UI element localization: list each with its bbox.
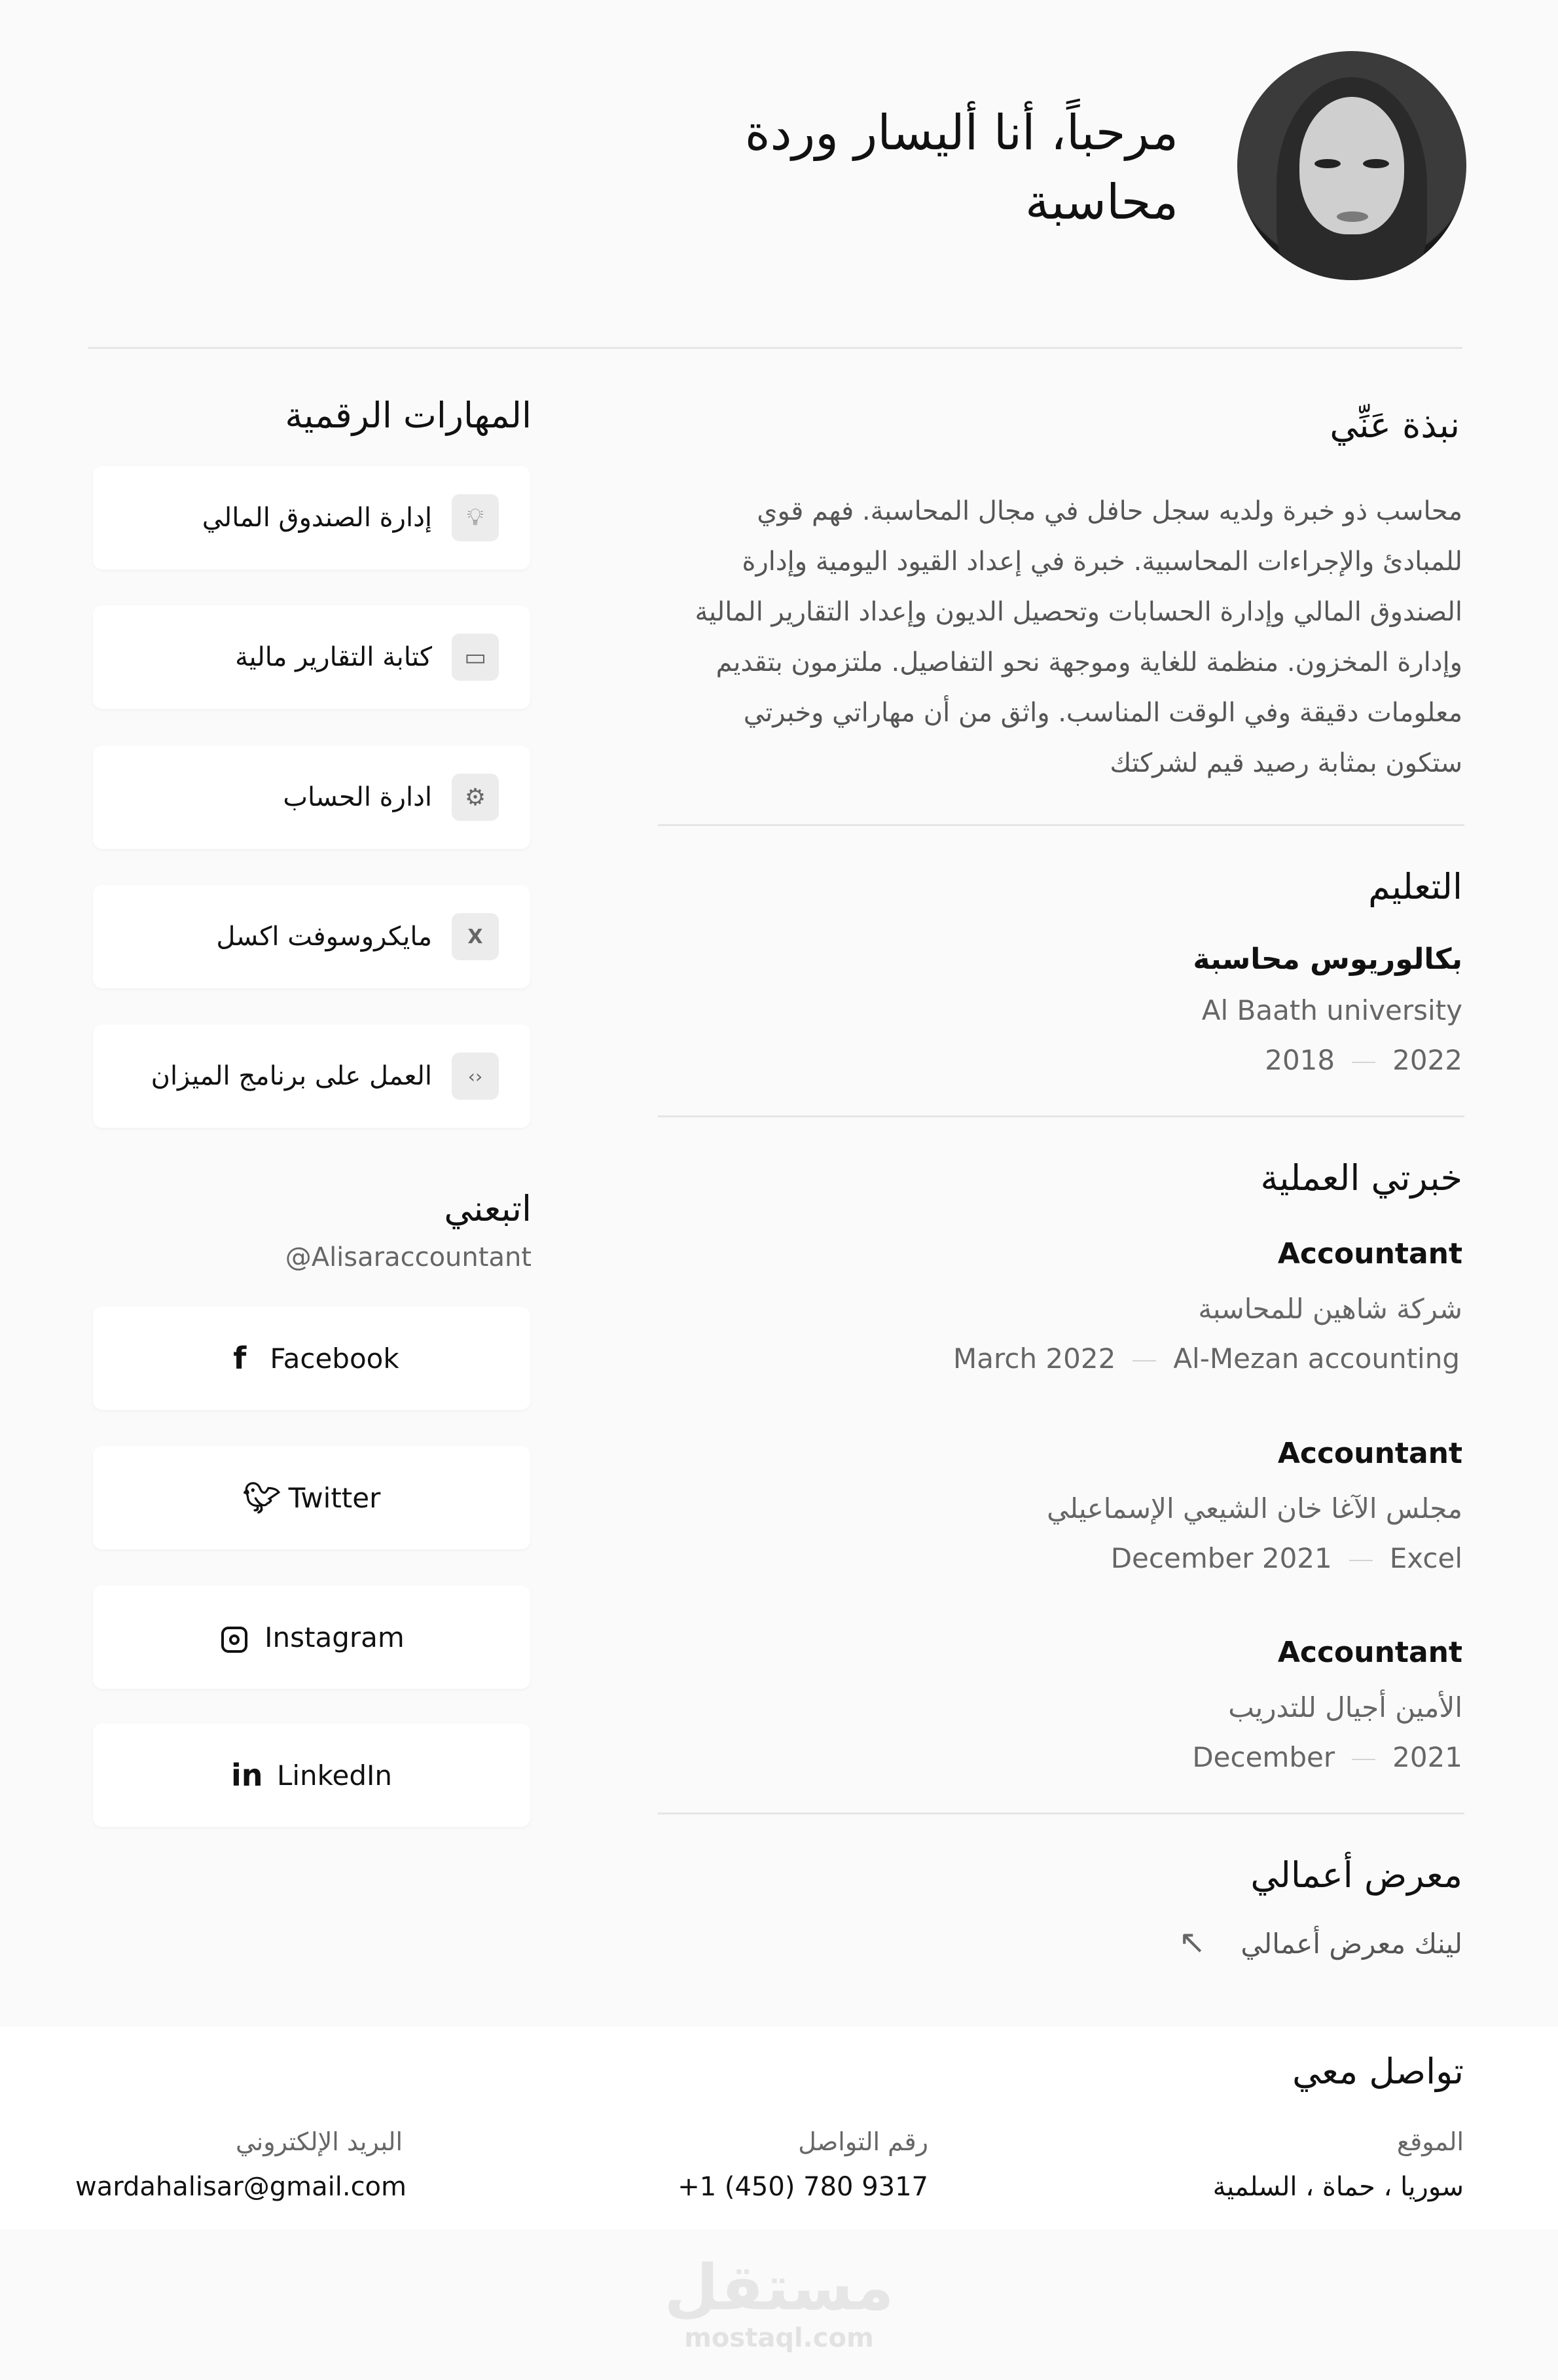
- instagram-button[interactable]: Instagram: [93, 1585, 530, 1689]
- lightbulb-icon: 💡︎: [452, 494, 499, 541]
- section-divider: [658, 1115, 1464, 1117]
- contact-heading: تواصل معي: [1292, 2051, 1464, 2092]
- skill-card: X مايكروسوفت اكسل: [93, 885, 530, 988]
- experience-heading: خبرتي العملية: [1260, 1157, 1462, 1199]
- facebook-button[interactable]: f Facebook: [93, 1307, 530, 1410]
- profile-avatar: [1237, 51, 1466, 280]
- phone-value[interactable]: +1 (450) 780 9317: [678, 2172, 928, 2202]
- experience-company: الأمين أجيال للتدريب: [1228, 1691, 1462, 1723]
- portfolio-heading: معرض أعمالي: [1250, 1854, 1462, 1896]
- skill-card: 💡︎ إدارة الصندوق المالي: [93, 466, 530, 569]
- experience-title: Accountant: [1277, 1636, 1462, 1669]
- about-heading: نبذة عَنِّي: [1330, 405, 1460, 446]
- follow-heading: اتبعني: [444, 1188, 532, 1229]
- section-divider: [658, 1812, 1464, 1814]
- experience-company: مجلس الآغا خان الشيعي الإسماعيلي: [1047, 1492, 1462, 1524]
- education-degree: بكالوريوس محاسبة: [1193, 943, 1462, 976]
- skills-heading: المهارات الرقمية: [285, 395, 532, 436]
- experience-title: Accountant: [1277, 1437, 1462, 1470]
- section-divider: [658, 824, 1464, 826]
- skill-card: ▭ كتابة التقارير مالية: [93, 605, 530, 709]
- education-school: Al Baath university: [1201, 994, 1462, 1026]
- instagram-icon: [219, 1619, 250, 1655]
- excel-icon: X: [452, 913, 499, 960]
- arrow-up-left-icon: ↖: [1178, 1923, 1206, 1961]
- experience-meta: March 2022 Al-Mezan accounting: [953, 1343, 1460, 1375]
- experience-title: Accountant: [1277, 1237, 1462, 1271]
- folder-icon: ▭: [452, 634, 499, 681]
- page-title: مرحباً، أنا أليسار وردة محاسبة: [744, 105, 1178, 230]
- experience-meta: December 2021 Excel: [1110, 1542, 1462, 1574]
- linkedin-button[interactable]: in LinkedIn: [93, 1723, 530, 1827]
- email-label: البريد الإلكتروني: [236, 2127, 403, 2156]
- about-text: محاسب ذو خبرة ولديه سجل حافل في مجال المحاسبة. فهم قوي للمبادئ والإجراءات المحاسبية. خبرة في إعداد القيود اليومية وإدارة الصندوق المالي وإدارة الحسابات وتحصيل الديون وإعداد التقارير المالية وإدارة المخزون. منظمة للغاية وموجهة نحو التفاصيل. ملتزمون بتقديم معلومات دقيقة وفي الوقت المناسب. واثق من أن مهاراتي وخبرتي ستكون بمثابة رصيد قيم لشركتك: [695, 496, 1462, 778]
- skill-card: ‹› العمل على برنامج الميزان: [93, 1024, 530, 1128]
- experience-meta: December 2021: [1192, 1741, 1462, 1773]
- gear-icon: ⚙: [452, 774, 499, 821]
- header-divider: [88, 347, 1462, 349]
- facebook-icon: f: [233, 1341, 247, 1376]
- education-heading: التعليم: [1368, 866, 1462, 907]
- experience-company: شركة شاهين للمحاسبة: [1198, 1293, 1462, 1325]
- twitter-icon: 🐦︎: [242, 1479, 281, 1515]
- location-value: سوريا ، حماة ، السلمية: [1212, 2172, 1464, 2202]
- code-file-icon: ‹›: [452, 1053, 499, 1100]
- location-label: الموقع: [1396, 2127, 1464, 2156]
- phone-label: رقم التواصل: [798, 2127, 928, 2156]
- email-value[interactable]: wardahalisar@gmail.com: [75, 2172, 407, 2202]
- linkedin-icon: in: [230, 1758, 263, 1793]
- skill-card: ⚙ ادارة الحساب: [93, 746, 530, 849]
- watermark-logo: مستقل mostaql.com: [664, 2251, 894, 2353]
- education-dates: 2018 2022: [1265, 1044, 1462, 1076]
- twitter-button[interactable]: 🐦︎ Twitter: [93, 1446, 530, 1549]
- portfolio-link[interactable]: لينك معرض أعمالي ↖: [1178, 1923, 1462, 1961]
- follow-handle: @Alisaraccountant: [285, 1242, 532, 1272]
